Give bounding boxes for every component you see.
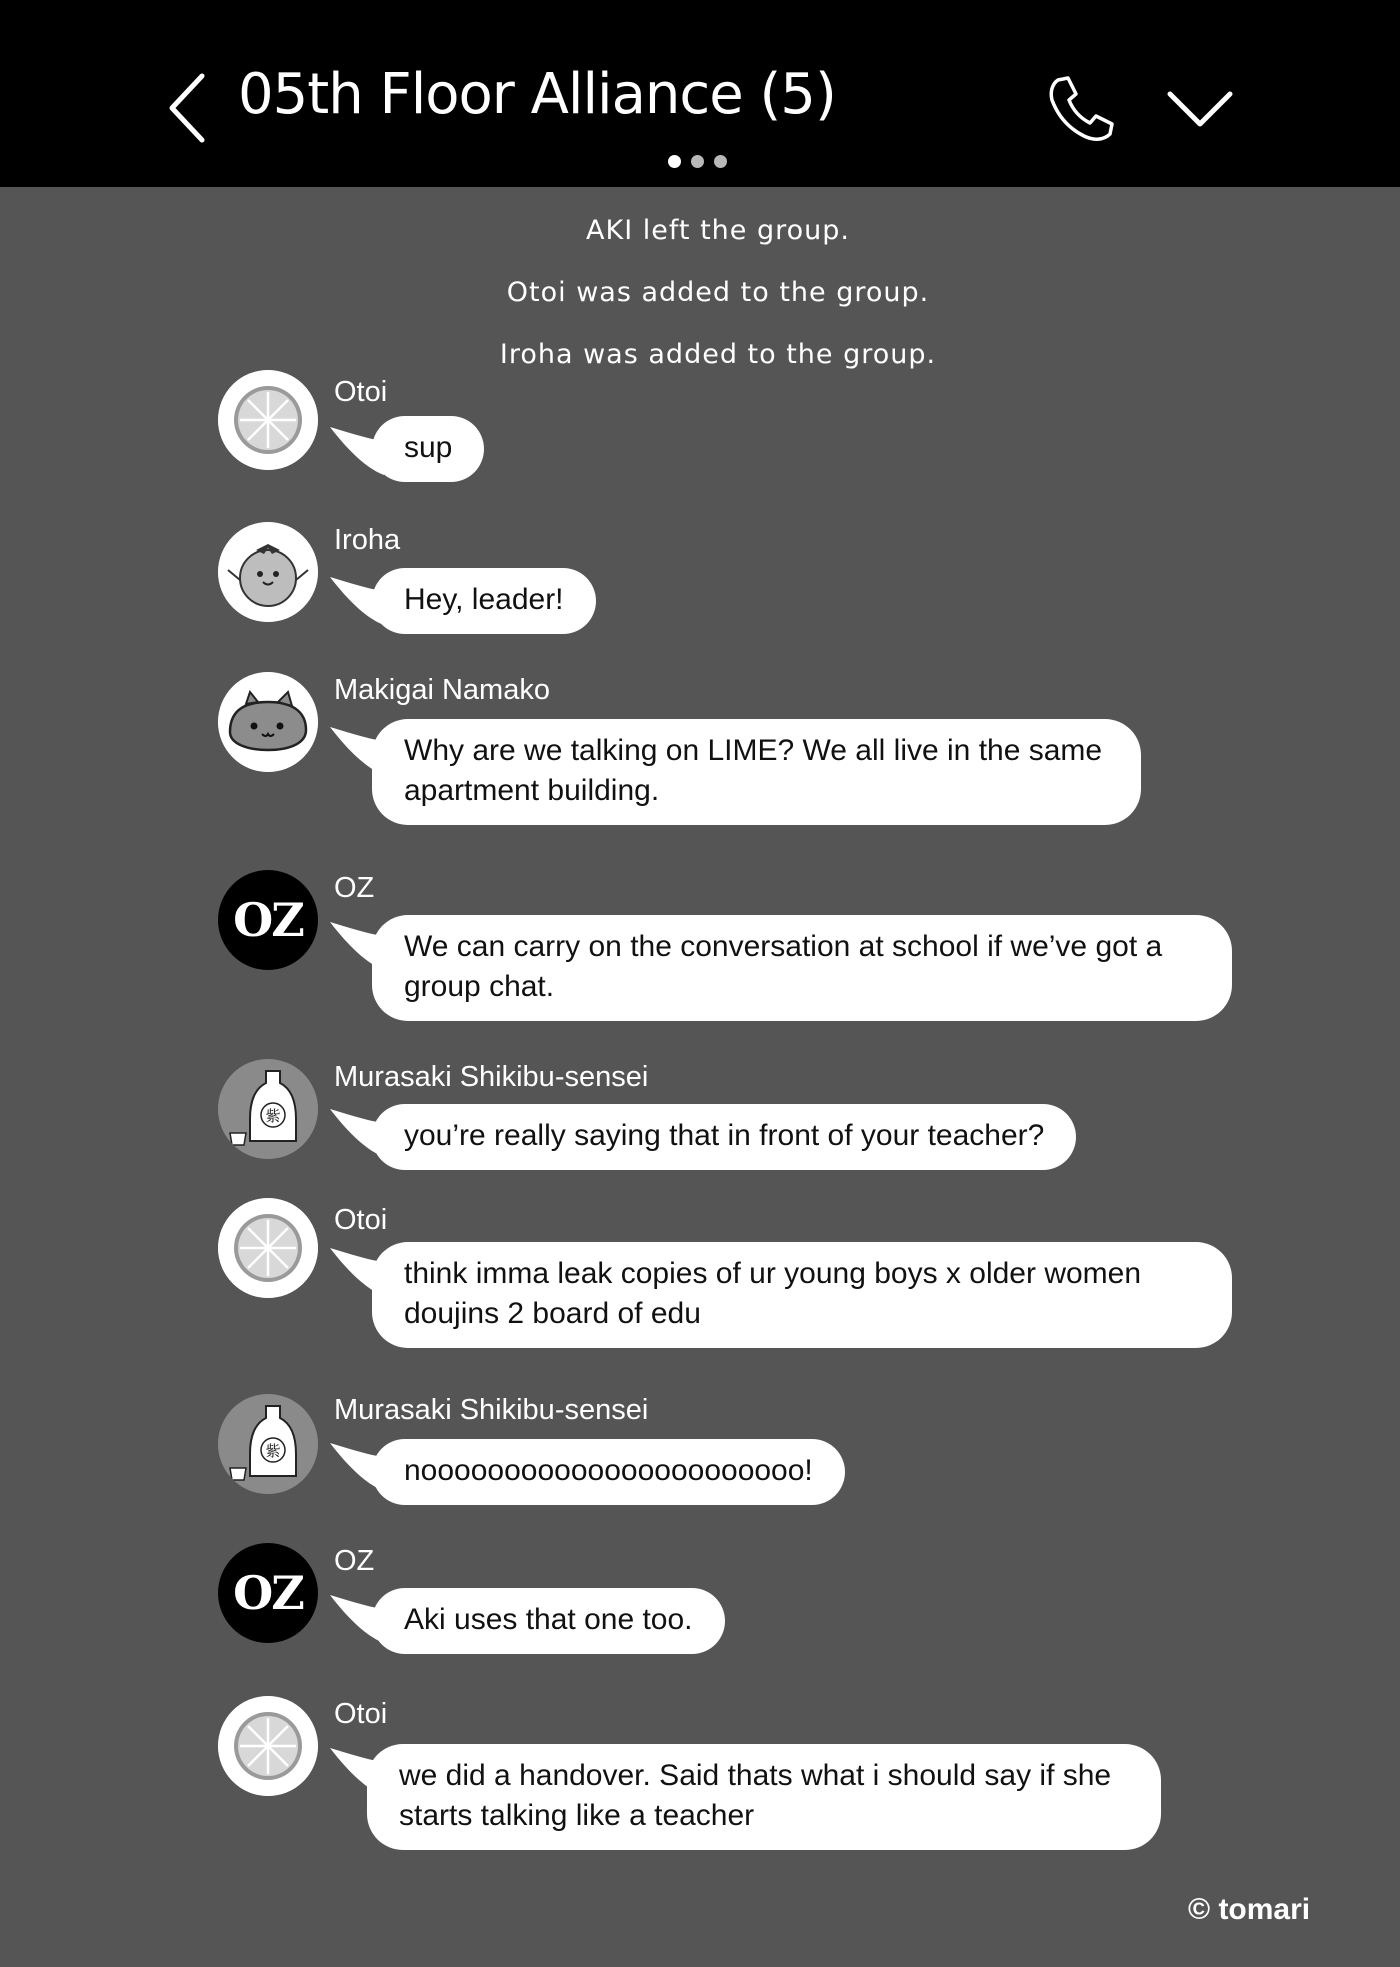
sake-label-text: 紫: [265, 1107, 281, 1125]
sake-bottle-icon[interactable]: [218, 1394, 318, 1494]
page-indicator: [668, 155, 727, 169]
sender-name: OZ: [334, 1545, 375, 1577]
chevron-down-icon[interactable]: [1164, 84, 1236, 134]
lemon-slice-icon[interactable]: [218, 1696, 318, 1796]
page-dot-active: [668, 155, 681, 168]
sender-name: Iroha: [334, 524, 401, 556]
message-bubble: sup: [372, 416, 484, 482]
copyright: © tomari: [1188, 1893, 1311, 1926]
sea-cucumber-character-icon[interactable]: [218, 672, 318, 772]
message-bubble: nooooooooooooooooooooooo!: [372, 1439, 845, 1505]
phone-icon[interactable]: [1044, 74, 1116, 146]
oz-logo-text: OZ: [233, 893, 303, 947]
lemon-slice-icon[interactable]: [218, 370, 318, 470]
chevron-left-icon[interactable]: [160, 68, 220, 148]
sender-name: Otoi: [334, 1204, 388, 1236]
message-bubble: Hey, leader!: [372, 568, 596, 634]
chat-title: 05th Floor Alliance (5): [238, 62, 836, 127]
lemon-slice-icon[interactable]: [218, 1198, 318, 1298]
system-message: AKI left the group.: [586, 215, 850, 246]
sender-name: Makigai Namako: [334, 674, 550, 706]
message-bubble: we did a handover. Said thats what i should say if she starts talking like a teacher: [367, 1744, 1161, 1850]
sender-name: Otoi: [334, 1698, 388, 1730]
message-bubble: think imma leak copies of ur young boys x older women doujins 2 board of edu: [372, 1242, 1232, 1348]
sake-label-text: 紫: [265, 1442, 281, 1460]
sender-name: OZ: [334, 872, 375, 904]
page-dot: [714, 155, 727, 168]
sender-name: Murasaki Shikibu-sensei: [334, 1061, 649, 1093]
oz-logo[interactable]: [218, 870, 318, 970]
system-message: Iroha was added to the group.: [499, 339, 937, 370]
message-bubble: you’re really saying that in front of your teacher?: [372, 1104, 1076, 1170]
message-bubble: We can carry on the conversation at school if we’ve got a group chat.: [372, 915, 1232, 1021]
system-message: Otoi was added to the group.: [506, 277, 930, 308]
sender-name: Murasaki Shikibu-sensei: [334, 1394, 649, 1426]
sender-name: Otoi: [334, 376, 388, 408]
oz-logo-text: OZ: [233, 1566, 303, 1620]
chat-header: [0, 0, 1400, 187]
tomato-character-icon[interactable]: [218, 522, 318, 622]
message-bubble: Why are we talking on LIME? We all live in the same apartment building.: [372, 719, 1141, 825]
message-bubble: Aki uses that one too.: [372, 1588, 725, 1654]
oz-logo[interactable]: [218, 1543, 318, 1643]
sake-bottle-icon[interactable]: [218, 1059, 318, 1159]
page-dot: [691, 155, 704, 168]
